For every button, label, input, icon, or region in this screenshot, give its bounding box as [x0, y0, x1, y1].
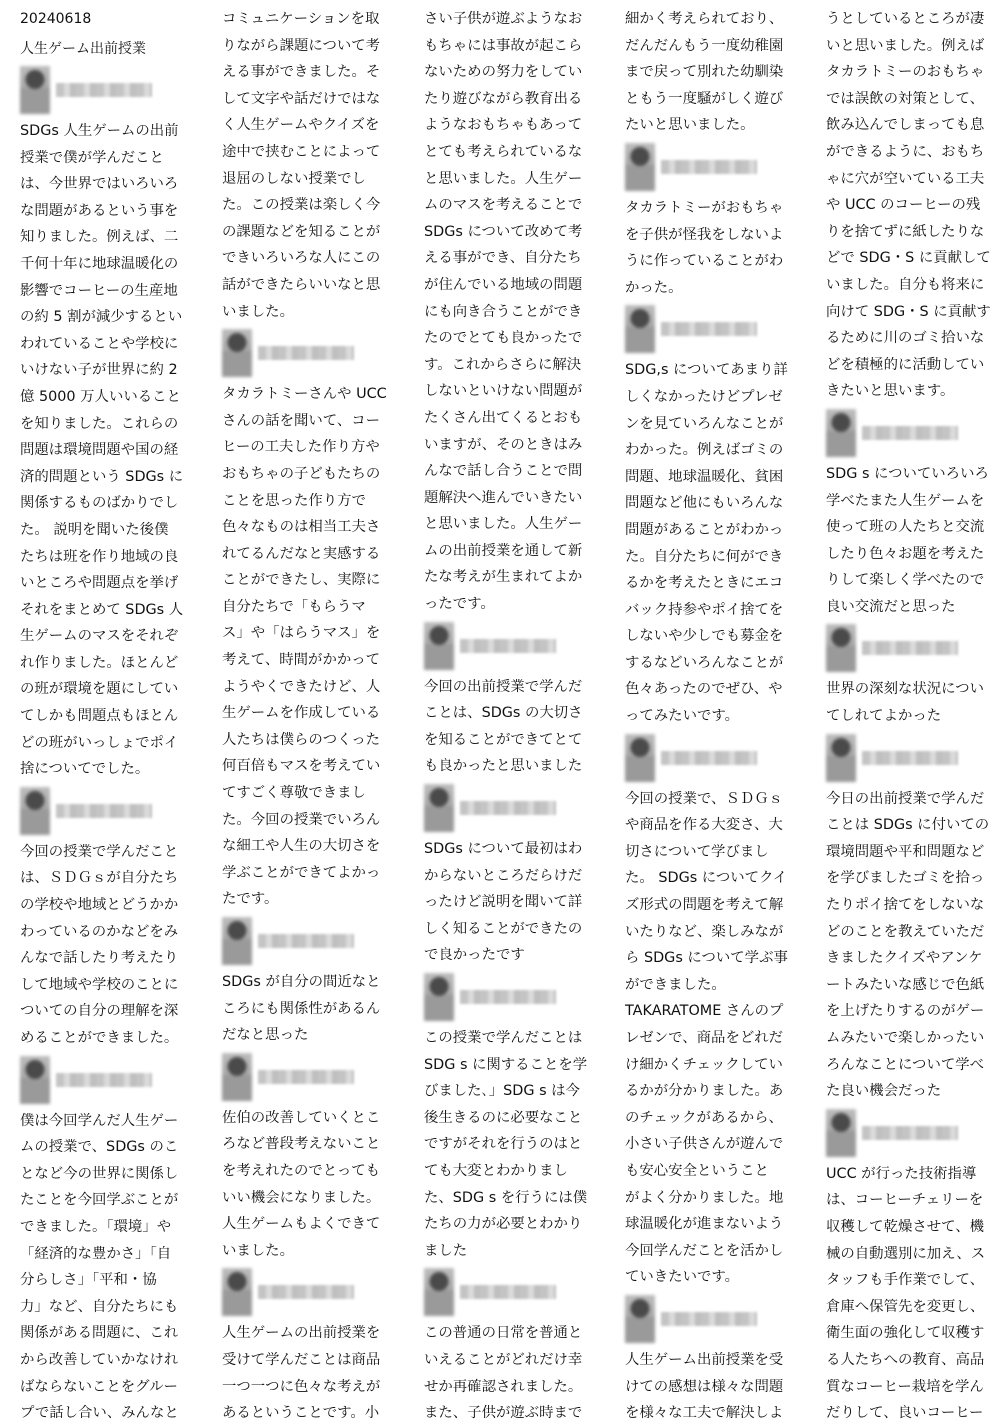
blurred-avatar-icon — [826, 734, 856, 782]
blurred-avatar-icon — [222, 1053, 252, 1101]
redacted-author — [625, 1293, 797, 1345]
blurred-avatar-icon — [826, 624, 856, 672]
comment-entry: この授業で学んだことは SDG s に関することを学 びました､」SDG s は今 後生きるのに必要なこと ですがそれを行うのはと ても大変とわかりまし た、SDG s を行うには僕 たちの力が必要とわかり ました — [424, 1030, 588, 1259]
blurred-name — [258, 934, 354, 948]
column-5 — [826, 6, 998, 1424]
blurred-avatar-icon — [826, 1109, 856, 1157]
redacted-author — [826, 622, 998, 674]
column-3 — [424, 6, 596, 1424]
blurred-avatar-icon — [20, 1056, 50, 1104]
blurred-avatar-icon — [424, 1268, 454, 1316]
comment-entry: 今回の授業で、ＳＤＧｓ や商品を作る大変さ、大 切さについて学びまし た。 SDGs についてクイ ズ形式の問題を考えて解 いたりなど、楽しみなが ら SDGs について学ぶ事 ができました。 TAKARATOME さんのプ レゼンで、商品をどれだ け細かくチェックしてい るかが分かりました。あ のチェックがあるから、 小さい子供さんが遊んで も安心安全ということ がよく分かりました。地 球温暖化が進まないよう 今回学んだことを活かし ていきたいです。 — [625, 790, 788, 1286]
blurred-name — [661, 160, 757, 174]
comment-entry: 人生ゲーム出前授業を受 けての感想は様々な問題 を様々な工夫で解決しよ — [625, 1351, 784, 1422]
redacted-author — [424, 782, 596, 834]
blurred-name — [460, 990, 556, 1004]
comment-entry: SDGs 人生ゲームの出前 授業で僕が学んだこと は、今世界ではいろいろ な問題があるという事を 知りました。例えば、二 千何十年に地球温暖化の 影響でコーヒーの生産地 の約 5 割が減少するとい われていることや学校に いけない子が世界に約 2 億 5000 万人いいること を知りました。これらの 問題は環境問題や国の経 済的問題という SDGs に 関係するものばかりでし た。 説明を聞いた後僕 たちは班を作り地域の良 いところや問題点を挙げ それをまとめて SDGs 人 生ゲームのマスをそれぞ れ作りました。ほとんど の班が環境を題にしてい てしかも問題点もほとん どの班がいっしょでポイ 捨についてでした。 — [20, 123, 184, 778]
blurred-name — [862, 641, 958, 655]
blurred-avatar-icon — [424, 973, 454, 1021]
redacted-author — [424, 1266, 596, 1318]
comment-entry: 今回の出前授業で学んだ ことは、SDGs の大切さ を知ることができてとて も良かったと思いました — [424, 678, 583, 775]
comment-entry: SDGs が自分の間近なと ころにも関係性があるん だなと思った — [222, 974, 381, 1044]
redacted-author — [826, 407, 998, 459]
blurred-name — [460, 801, 556, 815]
redacted-author — [20, 1054, 192, 1106]
comment-entry: 今回の授業で学んだこと は、ＳＤＧｓが自分たち の学校や地域とどうかか わっているのかなどをみ んなで話したり考えたり して地域や学校のことに ついての自分の理解を深 めることができました。 — [20, 843, 179, 1046]
blurred-avatar-icon — [424, 622, 454, 670]
comment-entry: 人生ゲームの出前授業を 受けて学んだことは商品 一つ一つに色々な考えが あるということです。小 — [222, 1325, 381, 1422]
blurred-avatar-icon — [222, 1268, 252, 1316]
redacted-author — [222, 1266, 394, 1318]
blurred-avatar-icon — [222, 329, 252, 377]
column-4 — [625, 6, 797, 1424]
blurred-avatar-icon — [826, 409, 856, 457]
comment-entry: 佐伯の改善していくとこ ろなど普段考えないこと を考えれたのでとっても いい機会になりました。 人生ゲームもよくできて いました。 — [222, 1109, 381, 1259]
redacted-author — [20, 64, 192, 116]
blurred-avatar-icon — [424, 784, 454, 832]
redacted-author — [826, 732, 998, 784]
blurred-name — [862, 426, 958, 440]
comment-entry: タカラトミーさんや UCC さんの話を聞いて、コー ヒーの工夫した作り方や おもちゃの子どもたちの ことを思った作り方で 色々なものは相当工夫さ れてるんだなと実感する ことができたし、実際に 自分たちで「もらうマ ス」や「はらうマス」を 考えて、時間がかかって ようやくできたけど、人 生ゲームを作成している 人たちは僕らのつくった 何百倍もマスを考えてい てすごく尊敬できまし た。今回の授業でいろん な細工や人生の大切さを 学ぶことができてよかっ たです。 — [222, 386, 387, 908]
redacted-author — [222, 915, 394, 967]
blurred-name — [258, 1070, 354, 1084]
comment-entry: SDG s についていろいろ 学べたまた人生ゲームを 使って班の人たちと交流 したり色々お題を考えた りして楽しく学べたので 良い交流だと思った — [826, 465, 989, 615]
blurred-avatar-icon — [625, 143, 655, 191]
blurred-name — [56, 83, 152, 97]
blurred-name — [56, 804, 152, 818]
blurred-name — [862, 751, 958, 765]
comment-entry: SDGs について最初はわ からないところだらけだ ったけど説明を聞いて詳 しく知ることができたの で良かったです — [424, 841, 583, 964]
blurred-name — [258, 1285, 354, 1299]
comment-entry: 細かく考えられており、 だんだんもう一度幼稚園 まで戻って別れた幼馴染 ともう一度騒がしく遊び たいと思いました。 — [625, 11, 784, 134]
redacted-author — [222, 327, 394, 379]
comment-entry: うとしているところが凄 いと思いました。例えば タカラトミーのおもちゃ では誤飲の対策として、 飲み込んでしまっても息 ができるように、おもち ゃに穴が空いている工夫 や UCC のコーヒーの残 りを捨てずに紙したりな どで SDG・S に貢献して いました。自分も将来に 向けて SDG・S に貢献す るために川のゴミ拾いな どを積極的に活動してい きたいと思います。 — [826, 11, 991, 400]
redacted-author — [20, 785, 192, 837]
blurred-name — [460, 639, 556, 653]
comment-entry: さい子供が遊ぶようなお もちゃには事故が起こら ないための努力をしてい たり遊びながら教育出る ようなおもちゃもあって とても考えられているな と思いました。人生ゲー ムのマスを考えることで SDGs について改めて考 える事ができ、自分たち が住んでいる地域の問題 にも向き合うことができ たのでとても良かったで す。これからさらに解決 しないといけない問題が たくさん出てくるとおも いますが、そのときはみ んなで話し合うことで問 題解決へ進んでいきたい と思いました。人生ゲー ムの出前授業を通して新 たな考えが生まれてよか ったです。 — [424, 11, 583, 613]
blurred-name — [460, 1285, 556, 1299]
blurred-name — [862, 1126, 958, 1140]
redacted-author — [222, 1051, 394, 1103]
blurred-avatar-icon — [625, 305, 655, 353]
comment-entry: この普通の日常を普通と いえることがどれだけ幸 せか再確認されました。 また、子供が遊ぶ時まで — [424, 1325, 583, 1422]
comment-entry: 僕は今回学んだ人生ゲー ムの授業で、SDGs のこ となど今の世界に関係し たことを今回学ぶことが できました。「環境」や 「経済的な豊かさ」「自 分らしさ」「平和・協 力」など、自分たちにも 関係がある問題に、これ から改善していかなけれ ばならないことをグルー プで話し合い、みんなと — [20, 1112, 179, 1422]
column-2 — [222, 6, 394, 1424]
blurred-avatar-icon — [625, 734, 655, 782]
column-1 — [20, 6, 192, 1424]
blurred-avatar-icon — [222, 917, 252, 965]
document-date: 20240618 — [20, 11, 92, 27]
comment-entry: コミュニケーションを取 りながら課題について考 える事ができました。そ して文字や話だけではな く人生ゲームやクイズを 途中で挟むことによって 退屈のしない授業でし た。この授業は楽しく今 の課題などを知ることが できいろいろな人にこの 話ができたらいいなと思 いました。 — [222, 11, 381, 320]
comment-entry: SDG,s についてあまり詳 しくなかったけどプレゼ ンを見ていろんなことが わかった。例えばゴミの 問題、地球温暖化、貧困 問題など他にもいろんな 問題があることがわかっ た。自分たちに何ができ るかを考えたときにエコ バック持参やポイ捨てを しないや少しでも募金を するなどいろんなことが 色々あったのでぜひ、や ってみたいです。 — [625, 362, 788, 725]
redacted-author — [826, 1107, 998, 1159]
blurred-name — [258, 346, 354, 360]
blurred-avatar-icon — [625, 1295, 655, 1343]
document-header — [20, 6, 192, 62]
redacted-author — [424, 971, 596, 1023]
blurred-avatar-icon — [20, 787, 50, 835]
comment-entry: 世界の深刻な状況につい てしれてよかった — [826, 681, 985, 725]
redacted-author — [424, 620, 596, 672]
blurred-name — [661, 751, 757, 765]
document-title: 人生ゲーム出前授業 — [20, 41, 146, 57]
comment-entry: 今日の出前授業で学んだ ことは SDGs に付いての 環境問題や平和問題など を学びましたゴミを拾っ たりポイ捨てをしないな どのことを教えていただ きましたクイズやアンケ ートみたいな感じで色紙 を上げたりするのがゲー ムみたいで楽しかったい ろんなことについて学べ た良い機会だった — [826, 790, 990, 1100]
redacted-author — [625, 303, 797, 355]
comment-entry: タカラトミーがおもちゃ を子供が怪我をしないよ うに作っていることがわ かった。 — [625, 199, 784, 296]
comment-entry: UCC が行った技術指導 は、コーヒーチェリーを 収穫して乾燥させて、機 械の自動選別に加え、ス タッフも手作業でして、 倉庫へ保管先を変更し、 衛生面の強化して収穫す る人たちへの教育、高品 質なコーヒー栽培を学ん だりして、良いコーヒー — [826, 1165, 986, 1422]
blurred-name — [56, 1073, 152, 1087]
redacted-author — [625, 732, 797, 784]
blurred-name — [661, 322, 757, 336]
blurred-avatar-icon — [20, 66, 50, 114]
redacted-author — [625, 141, 797, 193]
blurred-name — [661, 1312, 757, 1326]
